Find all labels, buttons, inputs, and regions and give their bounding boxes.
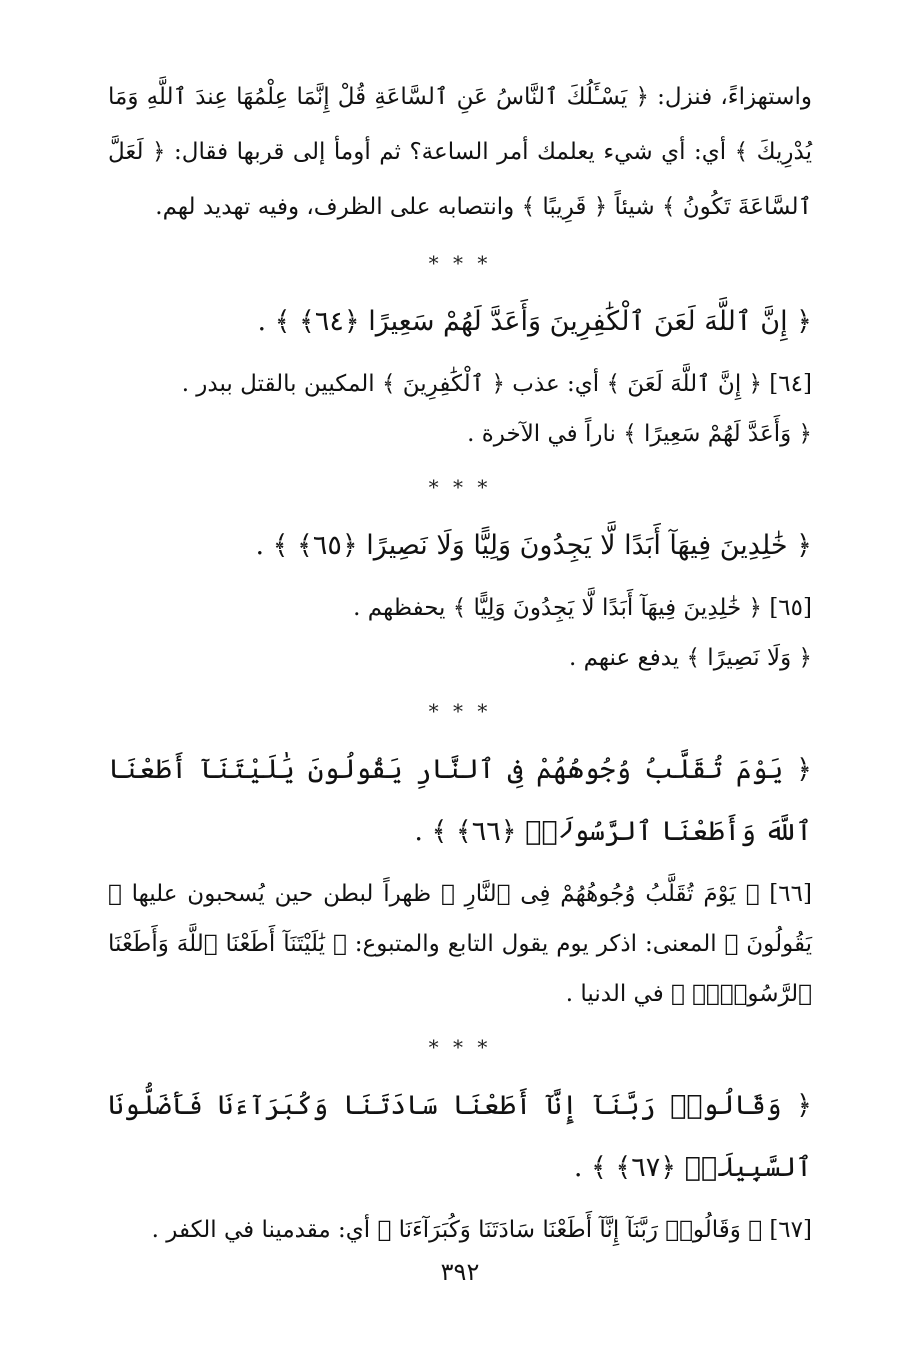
ayah-text: ﴿ إِنَّ ٱللَّهَ لَعَنَ ٱلْكَٰفِرِينَ وَأَعَدَّ لَهُمْ سَعِيرًا ﴿٦٤﴾ ﴾ .	[257, 306, 812, 337]
section-separator: * * *	[428, 699, 492, 723]
commentary-line: ﴿ وَأَعَدَّ لَهُمْ سَعِيرًا ﴾ ناراً في الآخرة .	[467, 421, 812, 447]
commentary-line: [٦٧] ﴿ وَقَالُوا۟ رَبَّنَآ إِنَّآ أَطَعْنَا سَادَتَنَا وَكُبَرَآءَنَا ﴾ أي: مقدمينا في الكفر .	[151, 1217, 812, 1243]
ayah-text: ﴿ خَٰلِدِينَ فِيهَآ أَبَدًا لَّا يَجِدُونَ وَلِيًّا وَلَا نَصِيرًا ﴿٦٥﴾ ﴾ .	[255, 530, 812, 561]
section-64	[108, 291, 812, 459]
section-separator: * * *	[428, 1035, 492, 1059]
section-separator: * * *	[428, 475, 492, 499]
section-67	[108, 1075, 812, 1255]
commentary-line: [٦٥] ﴿ خَٰلِدِينَ فِيهَآ أَبَدًا لَّا يَجِدُونَ وَلِيًّا ﴾ يحفظهم .	[353, 595, 812, 621]
page-body	[108, 70, 812, 1255]
ayah-text: ﴿ يَوْمَ تُقَلَّبُ وُجُوهُهُمْ فِى ٱلنَّارِ يَقُولُونَ يَٰلَيْتَنَآ أَطَعْنَا ٱللَّهَ وَأَطَعْنَا ٱلرَّسُولَا۠ ﴿٦٦﴾ ﴾ .	[108, 754, 812, 847]
intro-block	[108, 70, 812, 235]
page-number: ٣٩٢	[440, 1258, 480, 1286]
intro-paragraph: واستهزاءً، فنزل: ﴿ يَسْـَٔلُكَ ٱلنَّاسُ عَنِ ٱلسَّاعَةِ قُلْ إِنَّمَا عِلْمُهَا عِندَ ٱللَّهِ وَمَا يُدْرِيكَ ﴾ أي: أي شيء يعلمك أمر الساعة؟ ثم أومأ إلى قربها فقال: ﴿ لَعَلَّ ٱلسَّاعَةَ تَكُونُ ﴾ شيئاً ﴿ قَرِيبًا ﴾ وانتصابه على الظرف، وفيه تهديد لهم.	[108, 84, 812, 220]
section-66	[108, 739, 812, 1019]
commentary-line: ﴿ وَلَا نَصِيرًا ﴾ يدفع عنهم .	[568, 645, 812, 671]
section-65	[108, 515, 812, 683]
ayah-text: ﴿ وَقَالُوا۟ رَبَّنَآ إِنَّآ أَطَعْنَا سَادَتَنَا وَكُبَرَآءَنَا فَأَضَلُّونَا ٱلسَّبِيلَا۠ ﴿٦٧﴾ ﴾ .	[108, 1090, 812, 1183]
commentary-line: [٦٤] ﴿ إِنَّ ٱللَّهَ لَعَنَ ﴾ أي: عذب ﴿ ٱلْكَٰفِرِينَ ﴾ المكيين بالقتل ببدر .	[181, 371, 812, 397]
commentary-paragraph: [٦٦] ﴿ يَوْمَ تُقَلَّبُ وُجُوهُهُمْ فِى ٱلنَّارِ ﴾ ظهراً لبطن حين يُسحبون عليها ﴿ يَقُولُونَ ﴾ المعنى: اذكر يوم يقول التابع والمتبوع: ﴿ يَٰلَيْتَنَآ أَطَعْنَا ٱللَّهَ وَأَطَعْنَا ٱلرَّسُولَا۠ ﴾ في الدنيا .	[108, 881, 812, 1007]
section-separator: * * *	[428, 251, 492, 275]
